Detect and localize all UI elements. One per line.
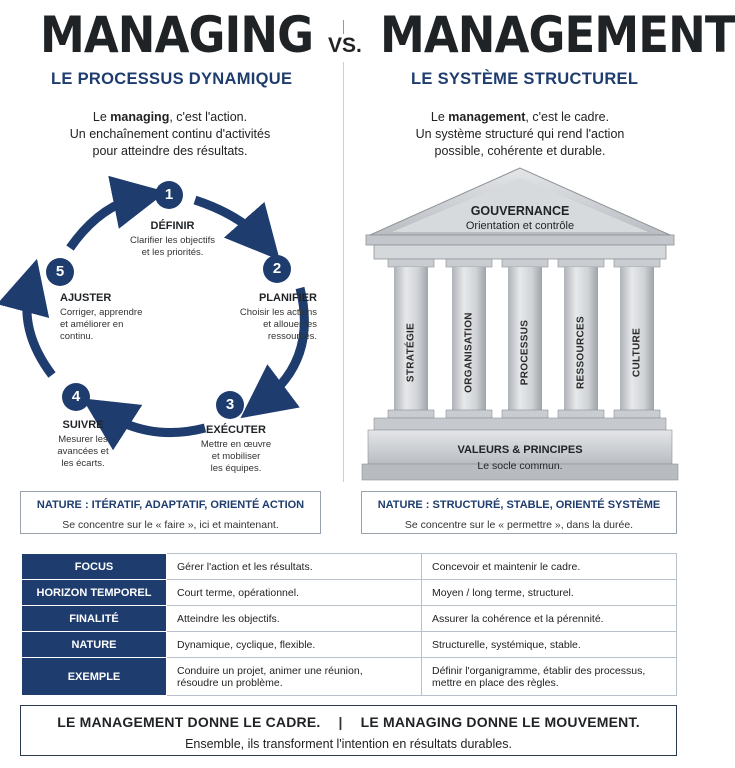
- temple-entablature: [366, 235, 674, 245]
- management-cell: Assurer la cohérence et la pérennité.: [422, 606, 677, 632]
- step-execute: EXÉCUTER Mettre en œuvre et mobiliser les équipes.: [200, 424, 272, 474]
- management-nature-text: Se concentre sur le « permettre », dans la durée.: [404, 519, 634, 531]
- pillar-organisation: ORGANISATION: [463, 312, 475, 393]
- management-cell: Moyen / long terme, structurel.: [422, 580, 677, 606]
- table-row: [22, 606, 677, 632]
- managing-nature-title: NATURE : ITÉRATIF, ADAPTATIF, ORIENTÉ ACTION: [36, 499, 305, 511]
- managing-title: MANAGING: [40, 6, 314, 64]
- step-adjust: AJUSTER Corriger, apprendre et améliorer en continu.: [60, 292, 143, 342]
- comparison-table: [21, 553, 677, 696]
- footer-summary: [20, 705, 677, 756]
- step-5-number: 5: [46, 258, 74, 286]
- row-label: HORIZON TEMPOREL: [22, 580, 167, 606]
- step-plan: PLANIFIER Choisir les actions et allouer les ressources.: [239, 292, 317, 342]
- arrow-monitor-to-adjust: [27, 285, 52, 375]
- step-define: DÉFINIR Clarifier les objectifs et les priorités.: [130, 220, 215, 258]
- managing-cell: Court terme, opérationnel.: [167, 580, 422, 606]
- row-label: NATURE: [22, 632, 167, 658]
- table-row: [22, 632, 677, 658]
- management-cell: Structurelle, systémique, stable.: [422, 632, 677, 658]
- step-4-number: 4: [62, 383, 90, 411]
- step-monitor: SUIVRE Mesurer les avancées et les écarts.: [57, 419, 109, 469]
- footer-subtitle: Ensemble, ils transforment l'intention en résultats durables.: [185, 737, 512, 751]
- vs-label: VS.: [328, 34, 362, 57]
- managing-nature-box: [20, 491, 321, 534]
- management-subtitle: LE SYSTÈME STRUCTUREL: [411, 70, 639, 88]
- managing-cell: Conduire un projet, animer une réunion, résoudre un problème.: [167, 658, 422, 696]
- header-divider-top: [343, 20, 344, 34]
- management-intro: Le management, c'est le cadre. Un système structuré qui rend l'action possible, cohérente et durable.: [415, 110, 625, 158]
- step-1-number: 1: [155, 181, 183, 209]
- management-cell: Définir l'organigramme, établir des processus, mettre en place des règles.: [422, 658, 677, 696]
- row-label: FOCUS: [22, 554, 167, 580]
- managing-cell: Atteindre les objectifs.: [167, 606, 422, 632]
- row-label: EXEMPLE: [22, 658, 167, 696]
- managing-cell: Dynamique, cyclique, flexible.: [167, 632, 422, 658]
- step-3-number: 3: [216, 391, 244, 419]
- column-divider: [343, 62, 344, 482]
- management-cell: Concevoir et maintenir le cadre.: [422, 554, 677, 580]
- pillar-strategy: STRATÉGIE: [405, 322, 417, 383]
- row-label: FINALITÉ: [22, 606, 167, 632]
- table-row: [22, 580, 677, 606]
- temple-step-1: [374, 418, 666, 430]
- management-nature-title: NATURE : STRUCTURÉ, STABLE, ORIENTÉ SYSTÈME: [377, 499, 661, 511]
- step-2-number: 2: [263, 255, 291, 283]
- temple-architrave: [374, 245, 666, 259]
- pillar-resources: RESSOURCES: [575, 316, 587, 390]
- managing-cell: Gérer l'action et les résultats.: [167, 554, 422, 580]
- managing-subtitle: LE PROCESSUS DYNAMIQUE: [51, 70, 293, 88]
- management-title: MANAGEMENT: [380, 6, 735, 64]
- values-label: VALEURS & PRINCIPES Le socle commun.: [457, 444, 583, 472]
- managing-intro: Le managing, c'est l'action. Un enchaînement continu d'activités pour atteindre des résultats.: [69, 110, 271, 158]
- pillar-processes: PROCESSUS: [519, 319, 531, 386]
- table-row: [22, 554, 677, 580]
- managing-nature-text: Se concentre sur le « faire », ici et maintenant.: [62, 519, 279, 531]
- management-nature-box: [361, 491, 677, 534]
- governance-label: GOUVERNANCE Orientation et contrôle: [465, 204, 575, 232]
- footer-title: LE MANAGEMENT DONNE LE CADRE. | LE MANAGING DONNE LE MOUVEMENT.: [57, 714, 640, 730]
- pillar-culture: CULTURE: [631, 327, 643, 378]
- arrow-execute-to-monitor: [105, 413, 205, 433]
- table-row: [22, 658, 677, 696]
